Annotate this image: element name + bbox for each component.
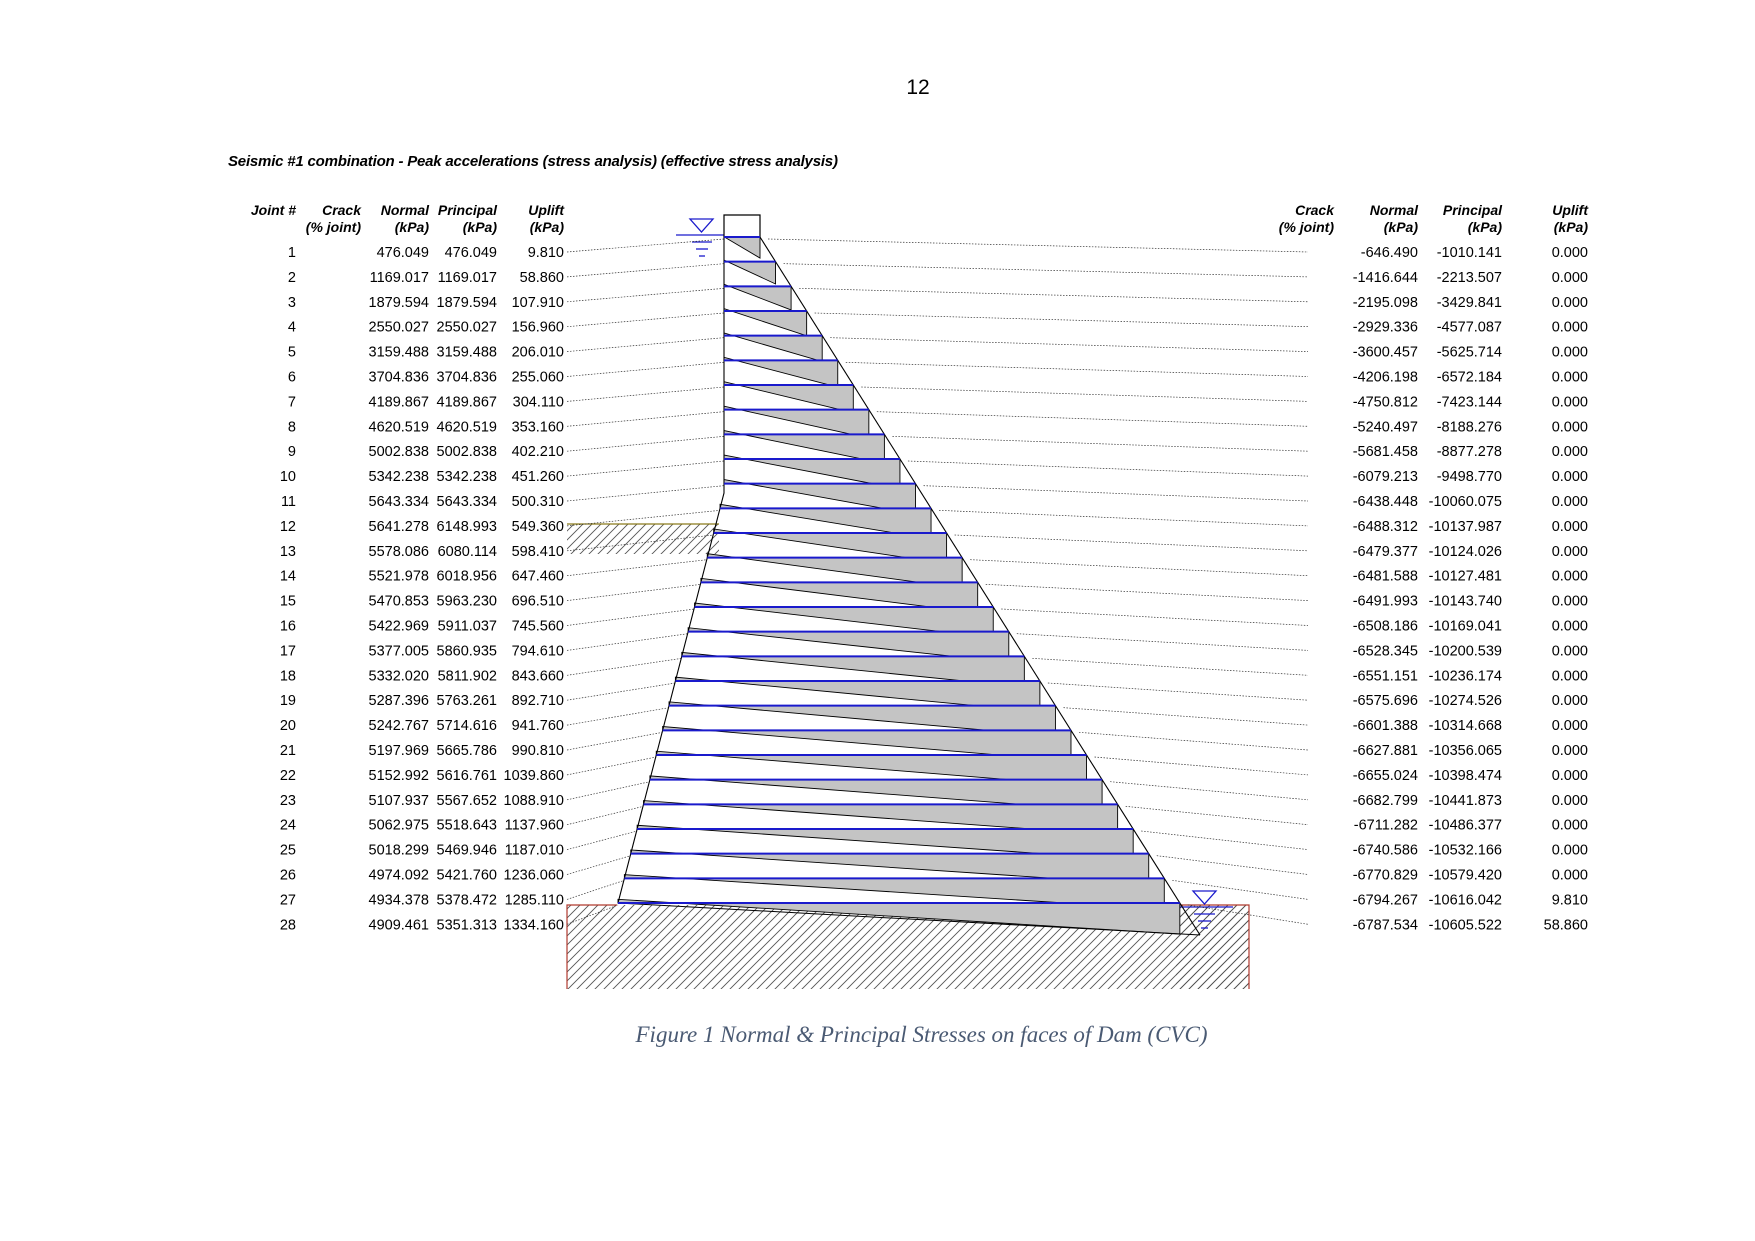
up-uplift-value-18: 843.660 [511, 668, 564, 685]
joint-value-11: 11 [280, 494, 296, 510]
joint-value-5: 5 [287, 344, 296, 361]
dn-normal-value-9: -5681.458 [1352, 444, 1418, 461]
up-uplift-value-1: 9.810 [527, 245, 564, 261]
up-normal-value-12: 5641.278 [368, 518, 429, 535]
joint-value-3: 3 [287, 294, 296, 311]
left-table-headers [251, 202, 565, 235]
dn-principal-value-5: -5625.714 [1436, 344, 1502, 361]
dn-uplift-value-1: 0.000 [1551, 245, 1588, 261]
dn-principal-value-11: -10060.075 [1428, 494, 1502, 510]
up-normal-value-10: 5342.238 [368, 469, 429, 486]
up-uplift-value-15: 696.510 [511, 593, 564, 610]
leader-dn-12 [939, 510, 1308, 526]
header-crack: Crack [322, 202, 361, 218]
right-table-headers [1279, 202, 1590, 235]
up-principal-value-22: 5616.761 [436, 767, 497, 784]
dn-uplift-value-17: 0.000 [1551, 643, 1588, 660]
leader-dn-27 [1172, 880, 1308, 899]
dn-normal-value-3: -2195.098 [1352, 294, 1418, 311]
dn-uplift-value-15: 0.000 [1551, 593, 1588, 610]
leader-up-25 [567, 831, 637, 850]
up-principal-value-18: 5811.902 [437, 668, 497, 685]
dn-principal-value-20: -10314.668 [1428, 718, 1502, 735]
leader-up-2 [567, 264, 724, 277]
up-uplift-value-20: 941.760 [511, 718, 564, 735]
joint-value-13: 13 [279, 543, 296, 560]
leader-up-16 [567, 609, 695, 626]
up-principal-value-21: 5665.786 [436, 743, 497, 759]
joint-value-27: 27 [279, 892, 296, 909]
up-uplift-value-16: 745.560 [511, 618, 564, 635]
leader-dn-24 [1126, 806, 1308, 824]
dn-uplift-value-16: 0.000 [1551, 618, 1588, 635]
dn-principal-value-8: -8188.276 [1436, 419, 1502, 436]
up-principal-value-19: 5763.261 [436, 693, 497, 710]
dn-uplift-value-4: 0.000 [1551, 319, 1588, 336]
up-normal-value-14: 5521.978 [368, 568, 429, 585]
joint-value-16: 16 [279, 618, 296, 635]
up-principal-value-10: 5342.238 [436, 469, 497, 486]
leader-dn-16 [1001, 609, 1308, 626]
leader-dn-18 [1032, 658, 1308, 675]
dn-normal-value-7: -4750.812 [1352, 394, 1418, 411]
joint-value-1: 1 [287, 245, 296, 261]
dn-uplift-value-28: 58.860 [1543, 917, 1588, 934]
leader-up-27 [567, 880, 624, 899]
up-principal-value-5: 3159.488 [436, 344, 497, 361]
up-uplift-value-4: 156.960 [511, 319, 564, 336]
header-uplift: Uplift [528, 202, 564, 218]
up-principal-value-12: 6148.993 [436, 518, 497, 535]
up-normal-value-8: 4620.519 [368, 419, 429, 436]
dn-normal-value-25: -6740.586 [1352, 842, 1418, 859]
leader-dn-20 [1063, 708, 1308, 725]
up-uplift-value-12: 549.360 [511, 518, 564, 535]
up-normal-value-20: 5242.767 [368, 718, 429, 735]
up-normal-value-17: 5377.005 [368, 643, 429, 660]
dn-principal-value-14: -10127.481 [1428, 568, 1502, 585]
leader-dn-25 [1141, 831, 1308, 850]
up-principal-value-11: 5643.334 [436, 494, 497, 510]
dn-uplift-value-8: 0.000 [1551, 419, 1588, 436]
up-uplift-value-9: 402.210 [511, 444, 564, 461]
leader-dn-8 [877, 412, 1308, 427]
up-normal-value-22: 5152.992 [368, 767, 429, 784]
up-uplift-value-19: 892.710 [511, 693, 564, 710]
dn-principal-value-18: -10236.174 [1428, 668, 1502, 685]
leader-up-3 [567, 288, 724, 301]
upstream-water-level-icon [676, 219, 728, 256]
dn-normal-value-24: -6711.282 [1353, 817, 1418, 834]
leader-up-4 [567, 313, 724, 327]
dn-principal-value-21: -10356.065 [1428, 743, 1502, 759]
dn-normal-value-6: -4206.198 [1352, 369, 1418, 386]
dn-uplift-value-13: 0.000 [1551, 543, 1588, 560]
up-principal-value-23: 5567.652 [436, 792, 497, 809]
header-principal: Principal [437, 202, 497, 218]
dn-uplift-value-2: 0.000 [1551, 269, 1588, 286]
leader-dn-10 [908, 461, 1308, 476]
leader-up-23 [567, 782, 650, 800]
dn-normal-value-27: -6794.267 [1352, 892, 1418, 909]
leader-dn-9 [892, 436, 1308, 451]
leader-dn-5 [830, 338, 1308, 352]
leader-up-15 [567, 584, 701, 600]
dn-normal-value-18: -6551.151 [1352, 668, 1418, 685]
up-principal-value-13: 6080.114 [437, 543, 497, 560]
up-normal-value-23: 5107.937 [368, 792, 429, 809]
joint-value-28: 28 [279, 917, 296, 934]
up-principal-value-24: 5518.643 [436, 817, 497, 834]
dn-uplift-value-7: 0.000 [1551, 394, 1588, 411]
up-uplift-value-17: 794.610 [511, 643, 564, 660]
stress-diagram-3 [724, 284, 791, 310]
up-principal-value-27: 5378.472 [436, 892, 497, 909]
dn-principal-value-24: -10486.377 [1428, 817, 1502, 834]
dn-uplift-value-21: 0.000 [1551, 743, 1588, 759]
dn-uplift-value-20: 0.000 [1551, 718, 1588, 735]
dn-normal-value-17: -6528.345 [1352, 643, 1418, 660]
leader-up-5 [567, 338, 724, 352]
stress-diagram-4 [724, 309, 807, 336]
leader-dn-7 [861, 387, 1308, 401]
dn-normal-value-26: -6770.829 [1352, 867, 1418, 884]
joint-value-6: 6 [287, 369, 296, 386]
up-principal-value-28: 5351.313 [436, 917, 497, 934]
leader-dn-14 [970, 560, 1308, 576]
up-normal-value-11: 5643.334 [368, 494, 429, 510]
joint-value-4: 4 [287, 319, 296, 336]
up-principal-value-6: 3704.836 [436, 369, 497, 386]
dn-normal-value-28: -6787.534 [1352, 917, 1418, 934]
up-normal-value-19: 5287.396 [368, 693, 429, 710]
up-uplift-value-22: 1039.860 [503, 767, 564, 784]
dn-principal-value-15: -10143.740 [1428, 593, 1502, 610]
up-normal-value-16: 5422.969 [368, 618, 429, 635]
header-dn-crack-unit: (% joint) [1278, 219, 1334, 235]
dn-normal-value-22: -6655.024 [1352, 767, 1418, 784]
up-principal-value-14: 6018.956 [436, 568, 497, 585]
dn-normal-value-23: -6682.799 [1352, 792, 1418, 809]
dn-principal-value-22: -10398.474 [1428, 767, 1502, 784]
dn-normal-value-1: -646.490 [1360, 245, 1418, 261]
dn-normal-value-21: -6627.881 [1352, 743, 1418, 759]
dn-normal-value-16: -6508.186 [1352, 618, 1418, 635]
up-normal-value-3: 1879.594 [368, 294, 429, 311]
leader-dn-23 [1110, 782, 1308, 800]
dn-normal-value-12: -6488.312 [1352, 518, 1418, 535]
up-normal-value-5: 3159.488 [368, 344, 429, 361]
header-normal: Normal [380, 202, 429, 218]
analysis-heading: Seismic #1 combination - Peak accelerations (stress analysis) (effective stress analysis) [228, 153, 838, 170]
dn-uplift-value-14: 0.000 [1551, 568, 1588, 585]
leader-up-20 [567, 708, 669, 725]
stress-diagram-2 [724, 260, 776, 284]
up-principal-value-7: 4189.867 [436, 394, 497, 411]
dn-principal-value-1: -1010.141 [1436, 245, 1502, 261]
dn-uplift-value-6: 0.000 [1551, 369, 1588, 386]
joint-value-10: 10 [279, 469, 296, 486]
up-principal-value-4: 2550.027 [436, 319, 497, 336]
up-principal-value-17: 5860.935 [436, 643, 497, 660]
dn-normal-value-13: -6479.377 [1352, 543, 1418, 560]
dn-principal-value-3: -3429.841 [1436, 294, 1502, 311]
up-uplift-value-13: 598.410 [511, 543, 564, 560]
up-normal-value-13: 5578.086 [368, 543, 429, 560]
dn-principal-value-26: -10579.420 [1428, 867, 1502, 884]
joint-value-22: 22 [279, 767, 296, 784]
leader-dn-1 [768, 239, 1308, 252]
leader-up-18 [567, 658, 682, 675]
dn-uplift-value-5: 0.000 [1551, 344, 1588, 361]
dn-principal-value-28: -10605.522 [1428, 917, 1502, 934]
leader-up-9 [567, 436, 724, 451]
up-normal-value-15: 5470.853 [368, 593, 429, 610]
leader-up-8 [567, 412, 724, 427]
header-dn-uplift: Uplift [1552, 202, 1588, 218]
up-uplift-value-23: 1088.910 [503, 792, 564, 809]
up-normal-value-28: 4909.461 [368, 917, 429, 934]
up-principal-value-26: 5421.760 [436, 867, 497, 884]
header-normal-unit: (kPa) [394, 219, 429, 235]
up-normal-value-24: 5062.975 [368, 817, 429, 834]
leader-up-6 [567, 362, 724, 376]
header-principal-unit: (kPa) [462, 219, 497, 235]
dn-principal-value-2: -2213.507 [1436, 269, 1502, 286]
joint-value-9: 9 [287, 444, 296, 461]
leader-up-26 [567, 856, 631, 875]
page-number: 12 [906, 76, 930, 99]
dn-normal-value-14: -6481.588 [1352, 568, 1418, 585]
up-principal-value-16: 5911.037 [437, 618, 497, 635]
dn-principal-value-12: -10137.987 [1428, 518, 1502, 535]
up-uplift-value-7: 304.110 [512, 394, 564, 411]
dn-principal-value-9: -8877.278 [1436, 444, 1502, 461]
leader-up-10 [567, 461, 724, 476]
up-principal-value-20: 5714.616 [436, 718, 497, 735]
leader-up-11 [567, 486, 724, 501]
header-crack-unit: (% joint) [305, 219, 361, 235]
up-uplift-value-8: 353.160 [511, 419, 564, 436]
leader-up-7 [567, 387, 724, 401]
up-uplift-value-14: 647.460 [511, 568, 564, 585]
joint-value-23: 23 [279, 792, 296, 809]
dn-uplift-value-19: 0.000 [1551, 693, 1588, 710]
up-principal-value-1: 476.049 [444, 245, 497, 261]
stress-diagram-7 [724, 382, 853, 413]
dn-uplift-value-26: 0.000 [1551, 867, 1588, 884]
dn-normal-value-10: -6079.213 [1352, 469, 1418, 486]
dn-uplift-value-25: 0.000 [1551, 842, 1588, 859]
dn-normal-value-11: -6438.448 [1352, 494, 1418, 510]
up-normal-value-6: 3704.836 [368, 369, 429, 386]
header-dn-principal-unit: (kPa) [1467, 219, 1502, 235]
dn-principal-value-23: -10441.873 [1428, 792, 1502, 809]
stress-diagram-6 [724, 357, 838, 387]
up-normal-value-25: 5018.299 [368, 842, 429, 859]
leader-dn-19 [1048, 683, 1308, 700]
dn-uplift-value-18: 0.000 [1551, 668, 1588, 685]
dn-normal-value-15: -6491.993 [1352, 593, 1418, 610]
up-normal-value-7: 4189.867 [368, 394, 429, 411]
dn-uplift-value-11: 0.000 [1551, 494, 1588, 510]
up-principal-value-15: 5963.230 [436, 593, 497, 610]
downstream-ground [1176, 905, 1249, 989]
joint-value-20: 20 [279, 718, 296, 735]
dn-principal-value-17: -10200.539 [1428, 643, 1502, 660]
up-uplift-value-6: 255.060 [511, 369, 564, 386]
stress-diagram-1 [724, 237, 760, 258]
leader-dn-17 [1017, 634, 1308, 651]
dn-principal-value-27: -10616.042 [1428, 892, 1502, 909]
up-normal-value-21: 5197.969 [368, 743, 429, 759]
joint-value-7: 7 [287, 394, 296, 411]
up-normal-value-9: 5002.838 [368, 444, 429, 461]
header-dn-crack: Crack [1295, 202, 1334, 218]
up-normal-value-1: 476.049 [376, 245, 429, 261]
leader-dn-11 [923, 486, 1308, 501]
leader-up-22 [567, 757, 656, 775]
dn-uplift-value-12: 0.000 [1551, 518, 1588, 535]
up-uplift-value-10: 451.260 [511, 469, 564, 486]
leader-up-21 [567, 732, 663, 750]
header-dn-normal: Normal [1369, 202, 1418, 218]
joint-value-21: 21 [279, 743, 296, 759]
up-principal-value-3: 1879.594 [436, 294, 497, 311]
header-dn-normal-unit: (kPa) [1383, 219, 1418, 235]
leader-dn-2 [784, 264, 1308, 277]
dn-normal-value-2: -1416.644 [1352, 269, 1418, 286]
joint-value-18: 18 [279, 668, 296, 685]
up-uplift-value-21: 990.810 [511, 743, 564, 759]
up-principal-value-8: 4620.519 [436, 419, 497, 436]
up-normal-value-18: 5332.020 [368, 668, 429, 685]
dn-uplift-value-24: 0.000 [1551, 817, 1588, 834]
up-uplift-value-28: 1334.160 [503, 917, 564, 934]
up-normal-value-2: 1169.017 [369, 269, 429, 286]
up-uplift-value-24: 1137.960 [504, 817, 564, 834]
joint-value-19: 19 [279, 693, 296, 710]
dn-uplift-value-27: 9.810 [1551, 892, 1588, 909]
header-dn-principal: Principal [1442, 202, 1502, 218]
leader-dn-13 [955, 535, 1308, 551]
up-uplift-value-3: 107.910 [511, 294, 564, 311]
joint-value-2: 2 [287, 269, 296, 286]
up-uplift-value-2: 58.860 [519, 269, 564, 286]
dn-uplift-value-9: 0.000 [1551, 444, 1588, 461]
dn-normal-value-8: -5240.497 [1352, 419, 1418, 436]
upstream-ground [567, 524, 719, 554]
joint-value-12: 12 [279, 518, 296, 535]
up-principal-value-2: 1169.017 [437, 269, 497, 286]
up-principal-value-9: 5002.838 [436, 444, 497, 461]
up-normal-value-26: 4974.092 [368, 867, 429, 884]
dn-principal-value-16: -10169.041 [1428, 618, 1502, 635]
dn-uplift-value-23: 0.000 [1551, 792, 1588, 809]
leader-dn-4 [815, 313, 1308, 327]
header-joint: Joint # [250, 202, 296, 218]
dn-principal-value-25: -10532.166 [1428, 842, 1502, 859]
dam-crest [724, 215, 760, 237]
joint-value-15: 15 [279, 593, 296, 610]
figure-caption: Figure 1 Normal & Principal Stresses on faces of Dam (CVC) [635, 1022, 1208, 1047]
header-dn-uplift-unit: (kPa) [1553, 219, 1588, 235]
leader-dn-22 [1095, 757, 1308, 775]
leader-up-19 [567, 683, 675, 700]
dn-normal-value-19: -6575.696 [1352, 693, 1418, 710]
joint-value-14: 14 [279, 568, 296, 585]
header-uplift-unit: (kPa) [529, 219, 564, 235]
dn-principal-value-13: -10124.026 [1428, 543, 1502, 560]
up-uplift-value-27: 1285.110 [504, 892, 564, 909]
up-principal-value-25: 5469.946 [436, 842, 497, 859]
leader-dn-21 [1079, 732, 1308, 750]
up-normal-value-4: 2550.027 [368, 319, 429, 336]
dn-principal-value-6: -6572.184 [1436, 369, 1502, 386]
dn-principal-value-4: -4577.087 [1436, 319, 1502, 336]
leader-up-1 [567, 239, 724, 252]
leader-dn-15 [986, 584, 1308, 600]
joint-value-8: 8 [287, 419, 296, 436]
leader-up-24 [567, 806, 644, 824]
joint-value-17: 17 [279, 643, 296, 660]
up-uplift-value-5: 206.010 [511, 344, 564, 361]
up-uplift-value-25: 1187.010 [504, 842, 564, 859]
joint-value-24: 24 [279, 817, 296, 834]
dn-principal-value-10: -9498.770 [1436, 469, 1502, 486]
leader-up-14 [567, 560, 707, 576]
dn-normal-value-20: -6601.388 [1352, 718, 1418, 735]
leader-dn-3 [799, 288, 1308, 301]
dn-normal-value-4: -2929.336 [1352, 319, 1418, 336]
stress-diagram-5 [724, 333, 822, 362]
up-normal-value-27: 4934.378 [368, 892, 429, 909]
dn-uplift-value-3: 0.000 [1551, 294, 1588, 311]
dn-uplift-value-10: 0.000 [1551, 469, 1588, 486]
leader-dn-26 [1157, 856, 1308, 875]
leader-up-17 [567, 634, 688, 651]
up-uplift-value-26: 1236.060 [503, 867, 564, 884]
joint-value-25: 25 [279, 842, 296, 859]
joint-value-26: 26 [279, 867, 296, 884]
dn-normal-value-5: -3600.457 [1352, 344, 1418, 361]
dn-uplift-value-22: 0.000 [1551, 767, 1588, 784]
dn-principal-value-7: -7423.144 [1436, 394, 1502, 411]
leader-dn-6 [846, 362, 1308, 376]
up-uplift-value-11: 500.310 [511, 494, 564, 510]
dn-principal-value-19: -10274.526 [1428, 693, 1502, 710]
